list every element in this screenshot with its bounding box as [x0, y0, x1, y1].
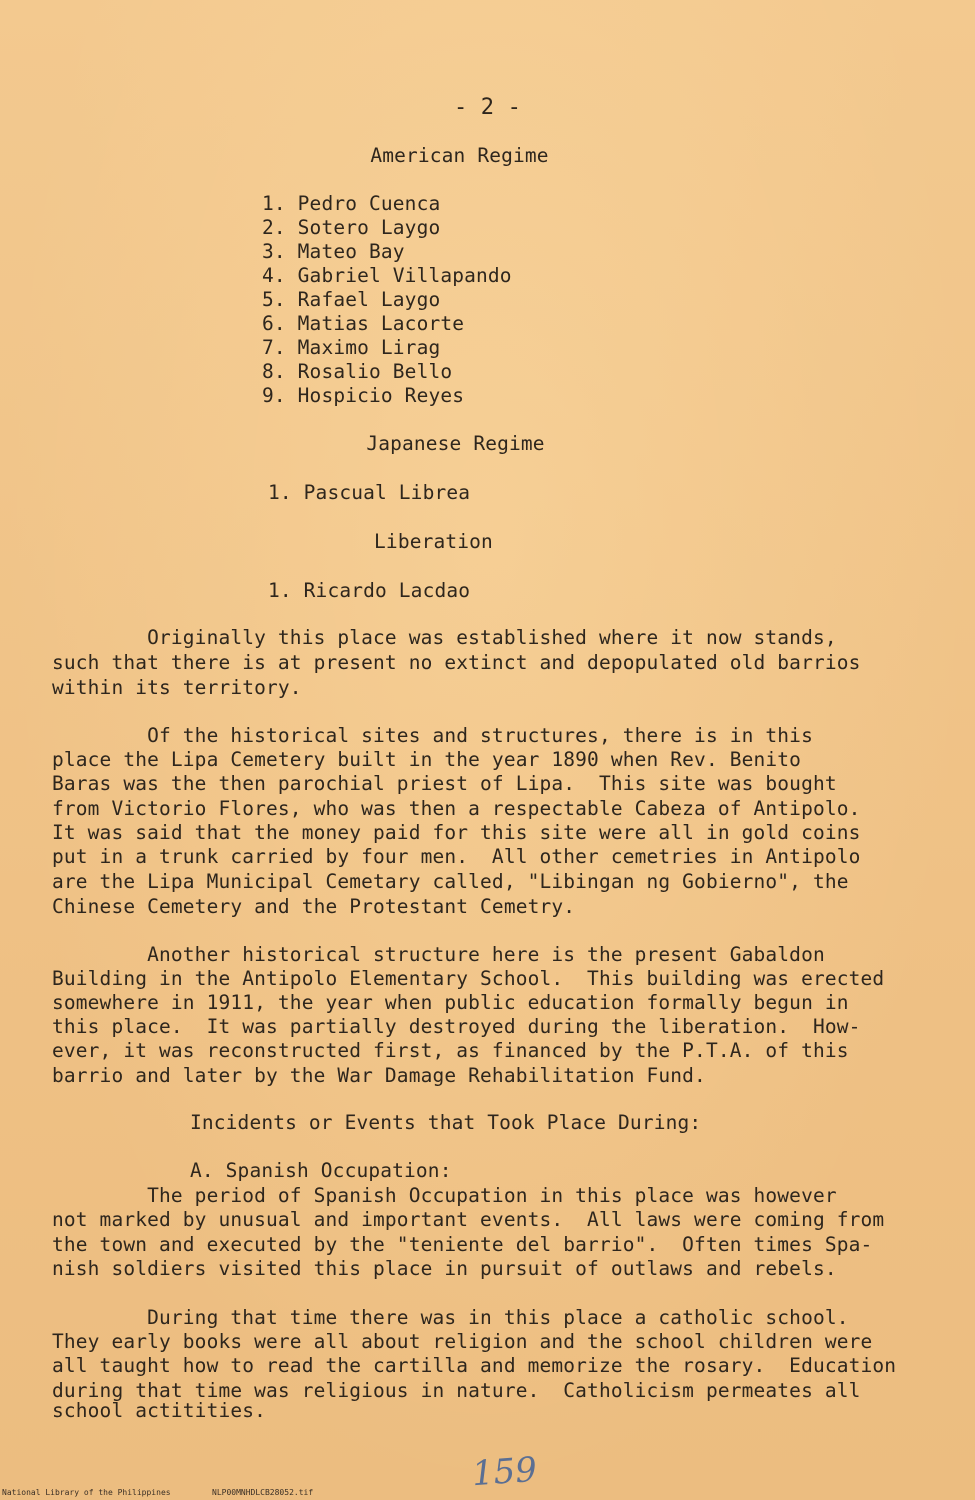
paragraph-line: the town and executed by the "teniente del barrio". Often times Spa- [52, 1233, 873, 1256]
list-item: 6. Matias Lacorte [262, 312, 465, 335]
paragraph-line: Another historical structure here is the present Gabaldon [52, 943, 825, 966]
paragraph-line: ever, it was reconstructed first, as financed by the P.T.A. of this [52, 1039, 849, 1062]
paragraph-line: Building in the Antipolo Elementary School. This building was erected [52, 967, 885, 990]
paragraph-line: school actitities. [52, 1399, 267, 1422]
paragraph-line: Chinese Cemetery and the Protestant Cemetry. [52, 895, 576, 918]
paragraph-line: Of the historical sites and structures, there is in this [52, 724, 813, 747]
paragraph-line: Baras was the then parochial priest of Lipa. This site was bought [52, 772, 837, 795]
paragraph-line: nish soldiers visited this place in pursuit of outlaws and rebels. [52, 1257, 837, 1280]
list-item: 1. Ricardo Lacdao [268, 579, 471, 602]
list-item: 4. Gabriel Villapando [262, 264, 512, 287]
list-item: 8. Rosalio Bello [262, 360, 453, 383]
paragraph-line: during that time was religious in nature. Catholicism permeates all [52, 1379, 861, 1402]
paragraph-line: within its territory. [52, 676, 302, 699]
footer-filename: NLP00MNHDLCB28052.tif [212, 1488, 314, 1497]
paragraph-line: from Victorio Flores, who was then a respectable Cabeza of Antipolo. [52, 797, 861, 820]
list-item: 1. Pedro Cuenca [262, 192, 441, 215]
japanese-regime-heading: Japanese Regime [366, 432, 545, 455]
paragraph-line: It was said that the money paid for this site were all in gold coins [52, 821, 861, 844]
paragraph-line: Originally this place was established where it now stands, [52, 626, 837, 649]
list-item: 3. Mateo Bay [262, 240, 405, 263]
paragraph-line: They early books were all about religion and the school children were [52, 1330, 873, 1353]
american-regime-heading: American Regime [370, 144, 549, 167]
incidents-heading: Incidents or Events that Took Place During: [190, 1111, 702, 1134]
paragraph-line: barrio and later by the War Damage Rehabilitation Fund. [52, 1064, 706, 1087]
list-item: 7. Maximo Lirag [262, 336, 441, 359]
list-item: 9. Hospicio Reyes [262, 384, 465, 407]
page-number: - 2 - [454, 95, 521, 120]
list-item: 5. Rafael Laygo [262, 288, 441, 311]
paragraph-line: such that there is at present no extinct and depopulated old barrios [52, 651, 861, 674]
paragraph-line: place the Lipa Cemetery built in the year 1890 when Rev. Benito [52, 748, 802, 771]
paragraph-line: this place. It was partially destroyed during the liberation. How- [52, 1015, 861, 1038]
paragraph-line: somewhere in 1911, the year when public education formally begun in [52, 991, 849, 1014]
paragraph-line: not marked by unusual and important events. All laws were coming from [52, 1208, 885, 1231]
paragraph-line: all taught how to read the cartilla and memorize the rosary. Education [52, 1354, 897, 1377]
list-item: 2. Sotero Laygo [262, 216, 441, 239]
footer-credit: National Library of the Philippines [2, 1488, 171, 1497]
handwritten-page-number: 159 [470, 1449, 539, 1495]
list-item: 1. Pascual Librea [268, 481, 471, 504]
paragraph-line: The period of Spanish Occupation in this place was however [52, 1184, 837, 1207]
liberation-heading: Liberation [374, 530, 493, 553]
paragraph-line: During that time there was in this place a catholic school. [52, 1306, 849, 1329]
paragraph-line: put in a trunk carried by four men. All other cemetries in Antipolo [52, 845, 861, 868]
paragraph-line: are the Lipa Municipal Cemetary called, "Libingan ng Gobierno", the [52, 870, 849, 893]
spanish-occupation-heading: A. Spanish Occupation: [190, 1159, 452, 1182]
